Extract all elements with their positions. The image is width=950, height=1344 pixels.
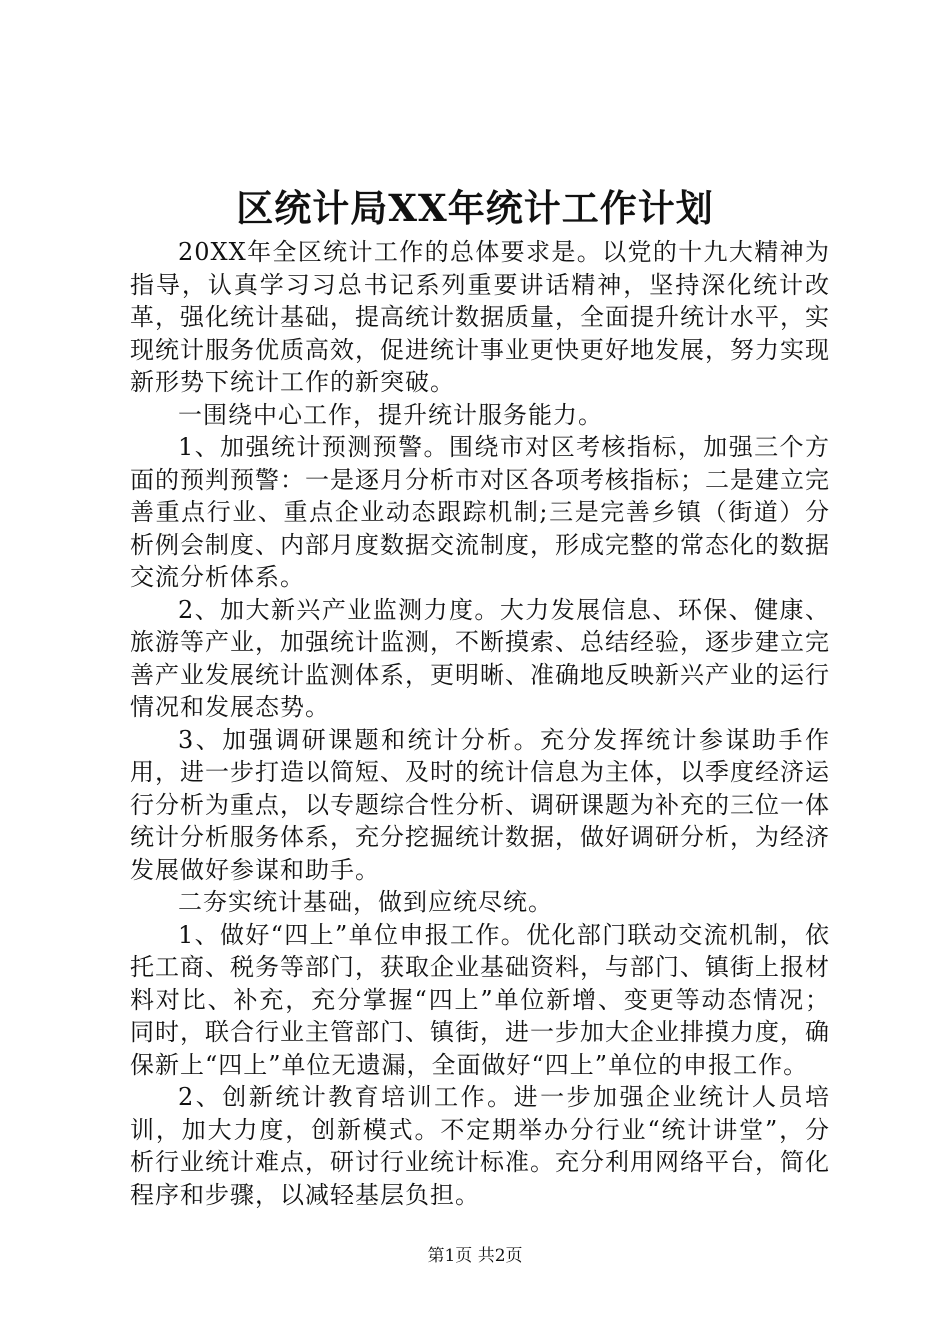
section-heading-2: 二夯实统计基础，做到应统尽统。 xyxy=(178,888,553,916)
paragraph-2-1: 1、做好“四上”单位申报工作。优化部门联动交流机制，依托工商、税务等部门，获取企业基础资料，与部门、镇街上报材料对比、补充，充分掌握“四上”单位新增、变更等动态情况；同时，联合行业主管部门、镇街，进一步加大企业排摸力度，确保新上“四上”单位无遗漏，全面做好“四上”单位的申报工作。 xyxy=(130,920,830,1079)
paragraph-2-2: 2、创新统计教育培训工作。进一步加强企业统计人员培训，加大力度，创新模式。不定期举办分行业“统计讲堂”，分析行业统计难点，研讨行业统计标准。充分利用网络平台，简化程序和步骤，以减轻基层负担。 xyxy=(130,1083,830,1209)
section-heading-1: 一围绕中心工作，提升统计服务能力。 xyxy=(178,400,603,429)
paragraph-1-2: 2、加大新兴产业监测力度。大力发展信息、环保、健康、旅游等产业，加强统计监测，不断摸索、总结经验，逐步建立完善产业发展统计监测体系，更明晰、准确地反映新兴产业的运行情况和发展态势。 xyxy=(130,595,830,721)
page-footer: 第1页 共2页 xyxy=(427,1246,523,1266)
paragraph-1-1: 1、加强统计预测预警。围绕市对区考核指标，加强三个方面的预判预警：一是逐月分析市对区各项考核指标；二是建立完善重点行业、重点企业动态跟踪机制;三是完善乡镇（街道）分析例会制度、内部月度数据交流制度，形成完整的常态化的数据交流分析体系。 xyxy=(130,433,830,591)
paragraph-intro: 20XX年全区统计工作的总体要求是。以党的十九大精神为指导，认真学习习总书记系列重要讲话精神，坚持深化统计改革，强化统计基础，提高统计数据质量，全面提升统计水平，实现统计服务优质高效，促进统计事业更快更好地发展，努力实现新形势下统计工作的新突破。 xyxy=(130,238,830,396)
document-body xyxy=(130,236,830,1211)
document-title: 区统计局XX年统计工作计划 xyxy=(236,186,714,230)
paragraph-1-3: 3、加强调研课题和统计分析。充分发挥统计参谋助手作用，进一步打造以简短、及时的统计信息为主体，以季度经济运行分析为重点，以专题综合性分析、调研课题为补充的三位一体统计分析服务体系，充分挖掘统计数据，做好调研分析，为经济发展做好参谋和助手。 xyxy=(130,725,830,884)
